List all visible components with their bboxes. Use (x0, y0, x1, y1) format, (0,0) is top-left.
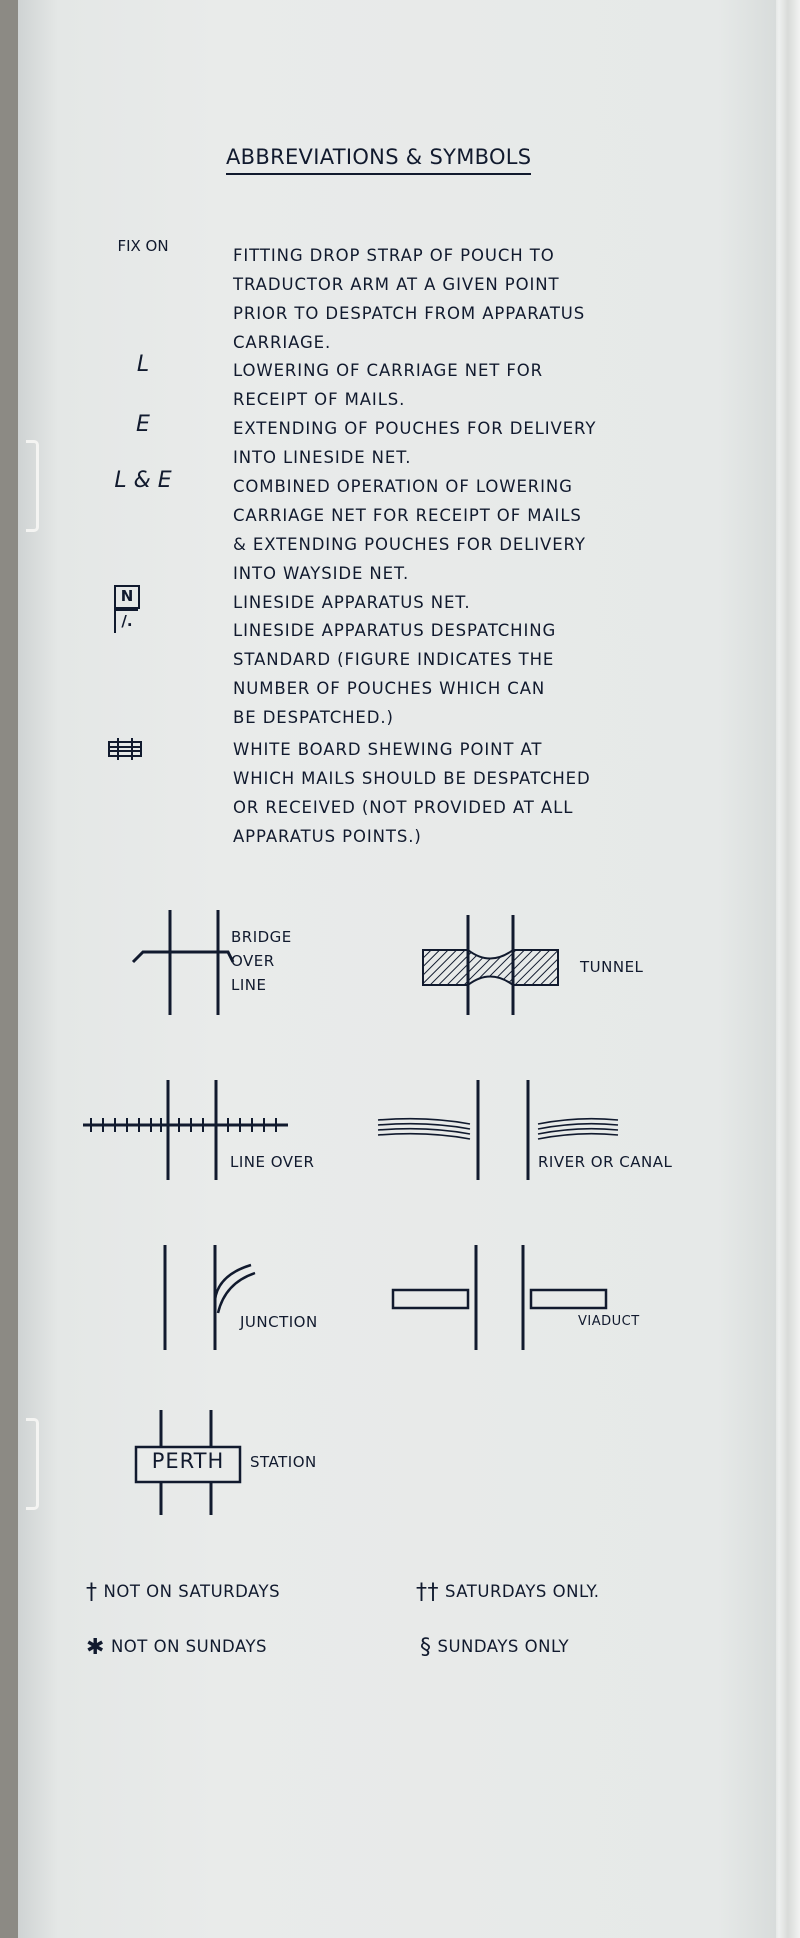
abbr-desc-white-board: WHITE BOARD SHEWING POINT AT WHICH MAILS SHOULD BE DESPATCHED OR RECEIVED (NOT PROVIDED AT ALL APPARATUS POINTS.) (233, 740, 591, 846)
abbr-key-fix-on: FIX ON (117, 237, 169, 255)
abbr-desc-l: LOWERING OF CARRIAGE NET FOR RECEIPT OF MAILS. (233, 361, 544, 409)
abbr-key-l: L (136, 352, 150, 377)
double-dagger-icon: †† (416, 1580, 439, 1605)
asterisk-icon: ✱ (86, 1635, 105, 1660)
legend-sundays-only: § SUNDAYS ONLY (420, 1635, 570, 1660)
abbr-desc-e: EXTENDING OF POUCHES FOR DELIVERY INTO LINESIDE NET. (233, 419, 597, 467)
white-board-icon (106, 738, 146, 762)
junction-label: JUNCTION (240, 1313, 318, 1331)
station-name: PERTH (151, 1449, 225, 1473)
bridge-label: BRIDGE OVER LINE (231, 928, 292, 994)
booklet-page (18, 0, 776, 1938)
junction-symbol (163, 1245, 263, 1350)
abbr-desc-fix-on: FITTING DROP STRAP OF POUCH TO TRADUCTOR ARM AT A GIVEN POINT PRIOR TO DESPATCH FROM APPARATUS CARRIAGE. (233, 246, 586, 352)
tunnel-symbol (423, 915, 563, 1015)
page-title: ABBREVIATIONS & SYMBOLS (226, 145, 531, 175)
tunnel-label: TUNNEL (580, 958, 644, 976)
station-label: STATION (250, 1453, 317, 1471)
river-or-canal-label: RIVER OR CANAL (538, 1153, 673, 1171)
staple (26, 440, 39, 532)
abbr-desc-lineside-net: LINESIDE APPARATUS NET. (233, 593, 471, 612)
despatching-standard-icon: /. (114, 609, 138, 633)
abbr-key-l-and-e: L & E (114, 468, 172, 493)
legend-not-on-sundays: ✱ NOT ON SUNDAYS (86, 1635, 268, 1660)
legend-not-on-saturdays: † NOT ON SATURDAYS (86, 1580, 281, 1605)
abbr-desc-despatching-standard: LINESIDE APPARATUS DESPATCHING STANDARD (FIGURE INDICATES THE NUMBER OF POUCHES WHICH CAN BE DESPATCHED.) (233, 621, 557, 727)
viaduct-symbol (393, 1245, 613, 1350)
abbr-desc-l-and-e: COMBINED OPERATION OF LOWERING CARRIAGE NET FOR RECEIPT OF MAILS & EXTENDING POUCHES FOR DELIVERY INTO WAYSIDE NET. (233, 477, 586, 583)
dagger-icon: † (86, 1580, 98, 1605)
abbr-key-e: E (136, 412, 150, 437)
section-sign-icon: § (420, 1635, 432, 1660)
viaduct-label: VIADUCT (578, 1314, 640, 1329)
staple (26, 1418, 39, 1510)
line-over-label: LINE OVER (230, 1153, 315, 1171)
bridge-over-line-symbol (133, 910, 233, 1015)
legend-saturdays-only: †† SATURDAYS ONLY. (416, 1580, 600, 1605)
lineside-net-icon: N (114, 585, 140, 609)
